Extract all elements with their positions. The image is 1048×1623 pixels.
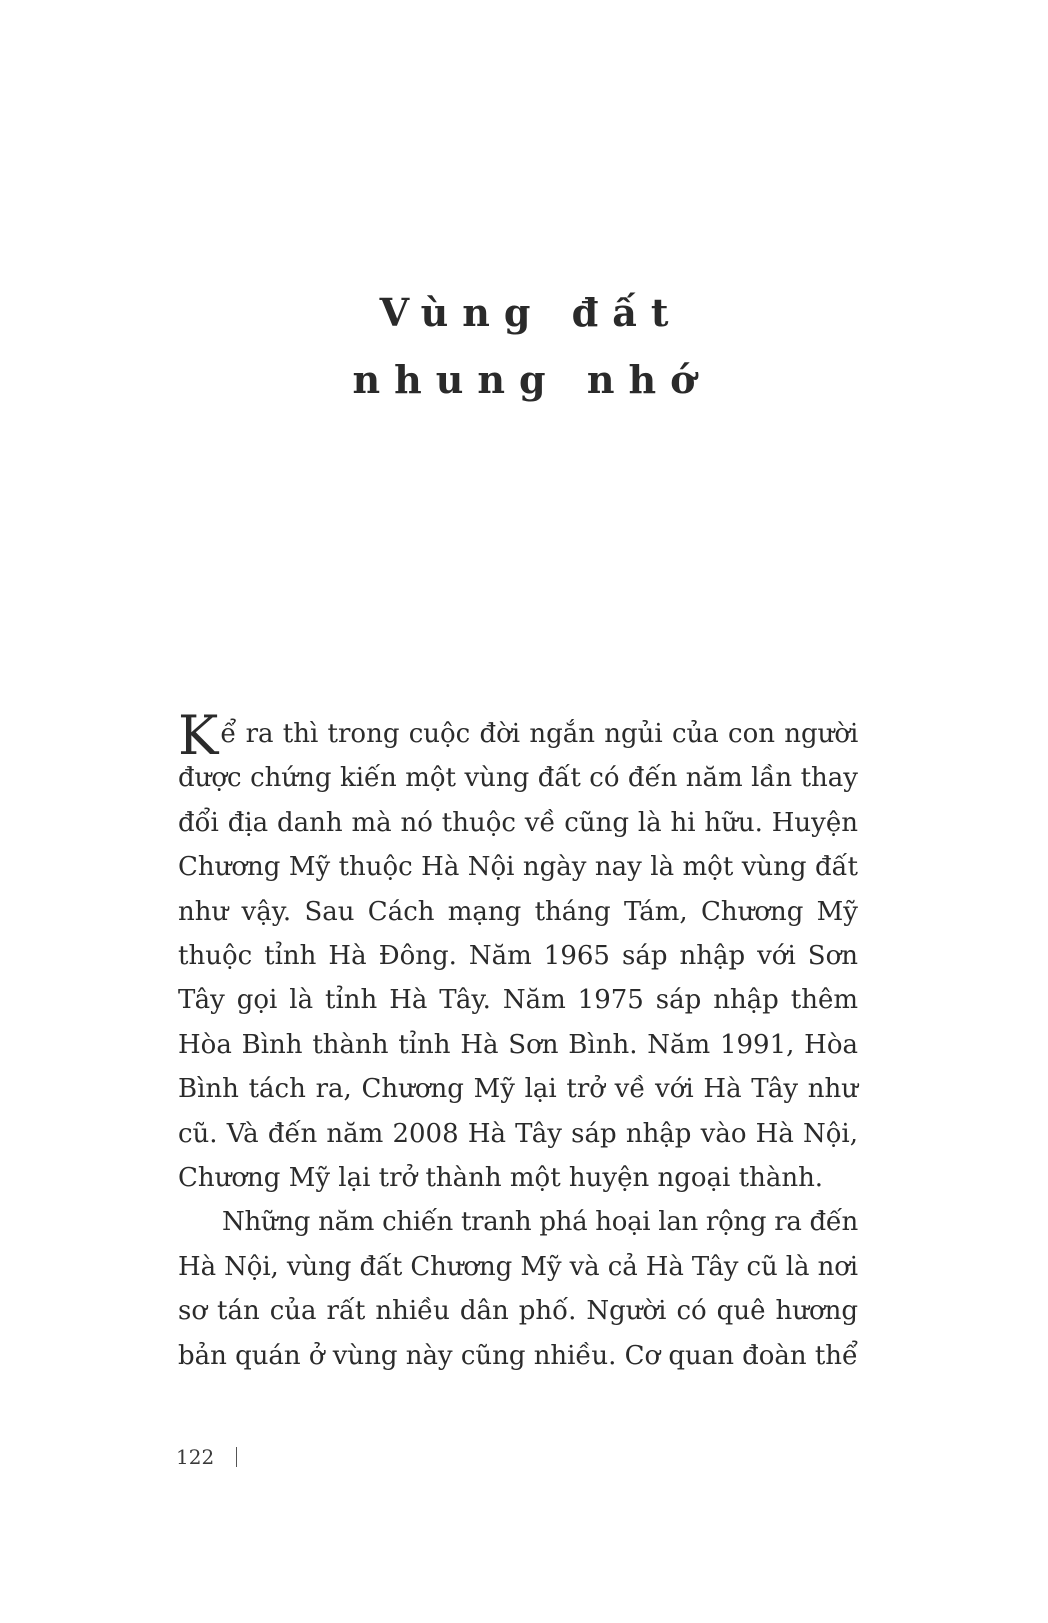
- text-line: Những năm chiến tranh phá hoại lan rộng ra đến: [222, 1207, 859, 1238]
- paragraph-1-first-line: [178, 704, 859, 768]
- text-line: Chương Mỹ thuộc Hà Nội ngày nay là một vùng đất: [178, 852, 858, 883]
- text-line: sơ tán của rất nhiều dân phố. Người có quê hương: [178, 1296, 858, 1327]
- text-line: Hòa Bình thành tỉnh Hà Sơn Bình. Năm 1991, Hòa: [178, 1029, 858, 1060]
- text-line: Chương Mỹ lại trở thành một huyện ngoại thành.: [178, 1163, 824, 1194]
- text-line: như vậy. Sau Cách mạng tháng Tám, Chương Mỹ: [178, 896, 858, 927]
- text-line: bản quán ở vùng này cũng nhiều. Cơ quan đoàn thể: [178, 1340, 858, 1371]
- footer-separator: [236, 1447, 237, 1467]
- chapter-title-line-2: nhung nhớ: [352, 357, 710, 402]
- text-line: được chứng kiến một vùng đất có đến năm lần thay: [178, 763, 858, 794]
- page-number: 122: [176, 1445, 215, 1469]
- text-line: Bình tách ra, Chương Mỹ lại trở về với Hà Tây như: [178, 1074, 858, 1105]
- text-line: Tây gọi là tỉnh Hà Tây. Năm 1975 sáp nhập thêm: [178, 985, 858, 1016]
- text-line: thuộc tỉnh Hà Đông. Năm 1965 sáp nhập với Sơn: [178, 941, 858, 972]
- page-footer: [176, 1445, 237, 1469]
- text-line: cũ. Và đến năm 2008 Hà Tây sáp nhập vào Hà Nội,: [178, 1118, 858, 1149]
- paragraph-1: [178, 704, 859, 1200]
- text-line: ể ra thì trong cuộc đời ngắn ngủi của con người: [220, 719, 859, 749]
- paragraph-2: [178, 1200, 858, 1378]
- body-text: [178, 704, 859, 1378]
- chapter-title-line-1: Vùng đất: [379, 290, 683, 335]
- text-line: Hà Nội, vùng đất Chương Mỹ và cả Hà Tây cũ là nơi: [178, 1251, 858, 1282]
- drop-cap: K: [178, 704, 219, 768]
- text-line: đổi địa danh mà nó thuộc về cũng là hi hữu. Huyện: [178, 807, 858, 838]
